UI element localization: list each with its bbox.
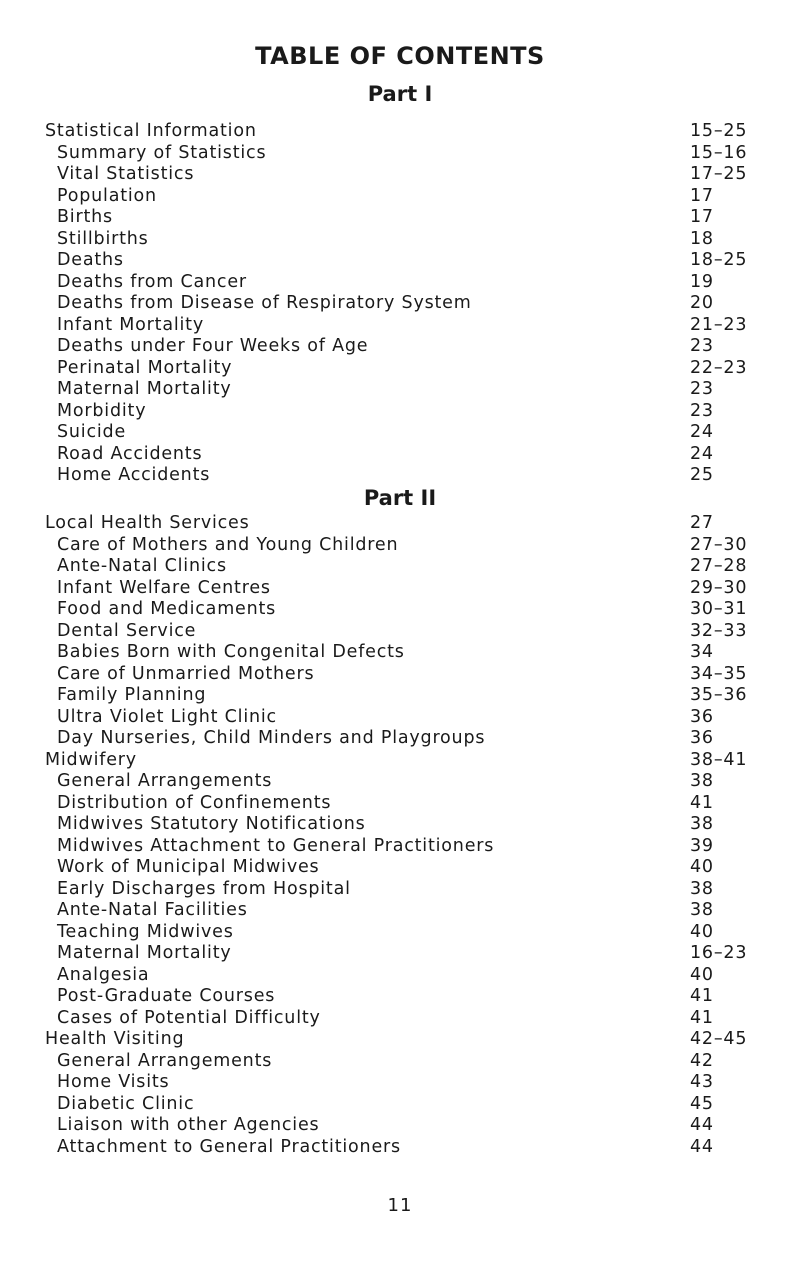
toc-entry-label: Health Visiting xyxy=(45,1029,185,1049)
toc-entry-label: Teaching Midwives xyxy=(57,921,234,942)
toc-entry xyxy=(0,879,800,901)
toc-entry xyxy=(0,207,800,229)
toc-entry-label: Births xyxy=(57,207,113,227)
toc-entry xyxy=(0,293,800,315)
toc-entry-pages: 45 xyxy=(690,1093,714,1114)
toc-entry-label: Analgesia xyxy=(57,964,150,985)
toc-entry xyxy=(0,922,800,944)
toc-entry-label: Liaison with other Agencies xyxy=(57,1115,320,1135)
toc-entry-label: Deaths from Cancer xyxy=(57,271,247,292)
toc-entry-pages: 41 xyxy=(690,792,714,813)
toc-part-1 xyxy=(0,121,800,487)
toc-entry xyxy=(0,422,800,444)
toc-entry-label: Summary of Statistics xyxy=(57,142,267,163)
toc-entry-pages: 44 xyxy=(690,1136,714,1157)
toc-entry-pages: 42–45 xyxy=(690,1029,748,1049)
toc-entry xyxy=(0,229,800,251)
toc-entry-pages: 40 xyxy=(690,921,714,942)
toc-entry xyxy=(0,513,800,535)
toc-entry-pages: 27–30 xyxy=(690,534,748,555)
toc-entry-pages: 38 xyxy=(690,900,714,920)
toc-entry-pages: 36 xyxy=(690,728,714,748)
toc-entry-label: Day Nurseries, Child Minders and Playgroups xyxy=(57,728,486,748)
toc-entry-pages: 23 xyxy=(690,379,714,399)
toc-entry-pages: 44 xyxy=(690,1115,714,1135)
toc-entry-pages: 24 xyxy=(690,443,714,464)
toc-entry-label: Care of Unmarried Mothers xyxy=(57,663,315,684)
toc-entry-pages: 34 xyxy=(690,642,714,662)
toc-entry-label: Cases of Potential Difficulty xyxy=(57,1007,321,1028)
page-number: 11 xyxy=(387,1195,413,1216)
toc-entry-label: Care of Mothers and Young Children xyxy=(57,534,399,555)
toc-entry-label: General Arrangements xyxy=(57,771,273,791)
toc-entry xyxy=(0,358,800,380)
toc-entry xyxy=(0,599,800,621)
toc-entry-label: Infant Welfare Centres xyxy=(57,577,271,598)
toc-entry xyxy=(0,379,800,401)
toc-entry-label: Midwives Attachment to General Practitioners xyxy=(57,835,495,856)
toc-entry xyxy=(0,465,800,487)
toc-entry-pages: 39 xyxy=(690,835,714,856)
toc-entry xyxy=(0,164,800,186)
toc-entry-label: Family Planning xyxy=(57,685,207,705)
part-2-heading: Part II xyxy=(363,486,437,510)
toc-entry-pages: 20 xyxy=(690,293,714,313)
toc-entry xyxy=(0,986,800,1008)
toc-entry-pages: 38 xyxy=(690,771,714,791)
toc-entry xyxy=(0,1094,800,1116)
toc-entry-label: Home Visits xyxy=(57,1072,170,1092)
toc-entry-label: Ante-Natal Clinics xyxy=(57,556,227,576)
toc-entry-pages: 25 xyxy=(690,465,714,485)
toc-entry xyxy=(0,965,800,987)
toc-entry-label: Work of Municipal Midwives xyxy=(57,857,320,877)
toc-entry-pages: 17 xyxy=(690,185,714,206)
toc-entry xyxy=(0,836,800,858)
toc-entry-label: Infant Mortality xyxy=(57,314,204,335)
toc-entry-label: Maternal Mortality xyxy=(57,943,232,963)
toc-entry-label: Deaths under Four Weeks of Age xyxy=(57,336,369,356)
toc-part-2 xyxy=(0,513,800,1158)
toc-entry-label: Early Discharges from Hospital xyxy=(57,878,351,899)
toc-entry-label: Vital Statistics xyxy=(57,164,195,184)
toc-entry-pages: 23 xyxy=(690,336,714,356)
toc-entry xyxy=(0,250,800,272)
toc-entry-label: Diabetic Clinic xyxy=(57,1093,195,1114)
toc-entry-pages: 41 xyxy=(690,986,714,1006)
toc-entry xyxy=(0,1072,800,1094)
toc-entry xyxy=(0,556,800,578)
toc-entry xyxy=(0,186,800,208)
toc-entry-pages: 38–41 xyxy=(690,749,748,770)
toc-entry xyxy=(0,943,800,965)
toc-entry-label: Dental Service xyxy=(57,620,197,641)
toc-entry xyxy=(0,535,800,557)
toc-entry-pages: 41 xyxy=(690,1007,714,1028)
toc-entry-pages: 22–23 xyxy=(690,357,748,378)
toc-entry-label: Ante-Natal Facilities xyxy=(57,900,248,920)
toc-entry-label: Suicide xyxy=(57,422,127,442)
toc-entry-label: Population xyxy=(57,185,157,206)
toc-entry-pages: 42 xyxy=(690,1050,714,1071)
toc-entry-pages: 24 xyxy=(690,422,714,442)
toc-entry-pages: 18–25 xyxy=(690,250,748,270)
toc-entry-pages: 17–25 xyxy=(690,164,748,184)
toc-entry-label: Post-Graduate Courses xyxy=(57,986,276,1006)
toc-entry xyxy=(0,814,800,836)
toc-entry-label: Distribution of Confinements xyxy=(57,792,332,813)
toc-entry-pages: 27–28 xyxy=(690,556,748,576)
toc-entry-label: Midwives Statutory Notifications xyxy=(57,814,366,834)
toc-entry xyxy=(0,1115,800,1137)
toc-entry-pages: 30–31 xyxy=(690,599,748,619)
toc-entry-pages: 35–36 xyxy=(690,685,748,705)
toc-entry xyxy=(0,401,800,423)
toc-entry-pages: 15–16 xyxy=(690,142,748,163)
toc-entry-label: Maternal Mortality xyxy=(57,379,232,399)
part-1-heading: Part I xyxy=(367,82,433,106)
toc-entry-label: General Arrangements xyxy=(57,1050,273,1071)
toc-entry-pages: 29–30 xyxy=(690,577,748,598)
toc-entry xyxy=(0,707,800,729)
toc-entry-pages: 27 xyxy=(690,513,714,533)
toc-entry xyxy=(0,621,800,643)
toc-entry xyxy=(0,1029,800,1051)
toc-entry xyxy=(0,900,800,922)
toc-entry-pages: 40 xyxy=(690,857,714,877)
toc-entry xyxy=(0,1137,800,1159)
toc-entry xyxy=(0,750,800,772)
toc-entry xyxy=(0,578,800,600)
toc-entry xyxy=(0,272,800,294)
toc-entry xyxy=(0,642,800,664)
toc-entry-pages: 17 xyxy=(690,207,714,227)
toc-entry-pages: 15–25 xyxy=(690,121,748,141)
toc-entry-pages: 36 xyxy=(690,706,714,727)
toc-entry-label: Babies Born with Congenital Defects xyxy=(57,642,405,662)
toc-entry xyxy=(0,336,800,358)
toc-entry xyxy=(0,857,800,879)
toc-entry xyxy=(0,1008,800,1030)
toc-entry-label: Ultra Violet Light Clinic xyxy=(57,706,277,727)
toc-entry-label: Home Accidents xyxy=(57,465,211,485)
toc-entry xyxy=(0,444,800,466)
toc-entry-pages: 38 xyxy=(690,814,714,834)
toc-entry-label: Midwifery xyxy=(45,749,137,770)
toc-entry-pages: 21–23 xyxy=(690,314,748,335)
toc-entry-label: Road Accidents xyxy=(57,443,203,464)
toc-entry-label: Perinatal Mortality xyxy=(57,357,233,378)
toc-entry-pages: 38 xyxy=(690,878,714,899)
toc-entry-pages: 40 xyxy=(690,964,714,985)
toc-entry-label: Deaths from Disease of Respiratory System xyxy=(57,293,472,313)
toc-entry-label: Local Health Services xyxy=(45,513,250,533)
toc-entry xyxy=(0,793,800,815)
toc-entry xyxy=(0,728,800,750)
toc-entry-pages: 32–33 xyxy=(690,620,748,641)
toc-entry xyxy=(0,771,800,793)
toc-entry xyxy=(0,121,800,143)
toc-entry-label: Morbidity xyxy=(57,400,147,421)
toc-entry xyxy=(0,143,800,165)
toc-entry-label: Statistical Information xyxy=(45,121,257,141)
toc-entry xyxy=(0,664,800,686)
toc-entry-label: Deaths xyxy=(57,250,124,270)
page-title: TABLE OF CONTENTS xyxy=(255,42,545,70)
toc-entry-pages: 16–23 xyxy=(690,943,748,963)
toc-entry-label: Attachment to General Practitioners xyxy=(57,1136,401,1157)
toc-entry-pages: 43 xyxy=(690,1072,714,1092)
toc-entry xyxy=(0,685,800,707)
toc-entry-label: Food and Medicaments xyxy=(57,599,277,619)
toc-entry-pages: 19 xyxy=(690,271,714,292)
toc-entry-pages: 34–35 xyxy=(690,663,748,684)
toc-entry-pages: 23 xyxy=(690,400,714,421)
toc-entry xyxy=(0,1051,800,1073)
toc-entry-label: Stillbirths xyxy=(57,228,149,249)
toc-entry-pages: 18 xyxy=(690,228,714,249)
toc-entry xyxy=(0,315,800,337)
